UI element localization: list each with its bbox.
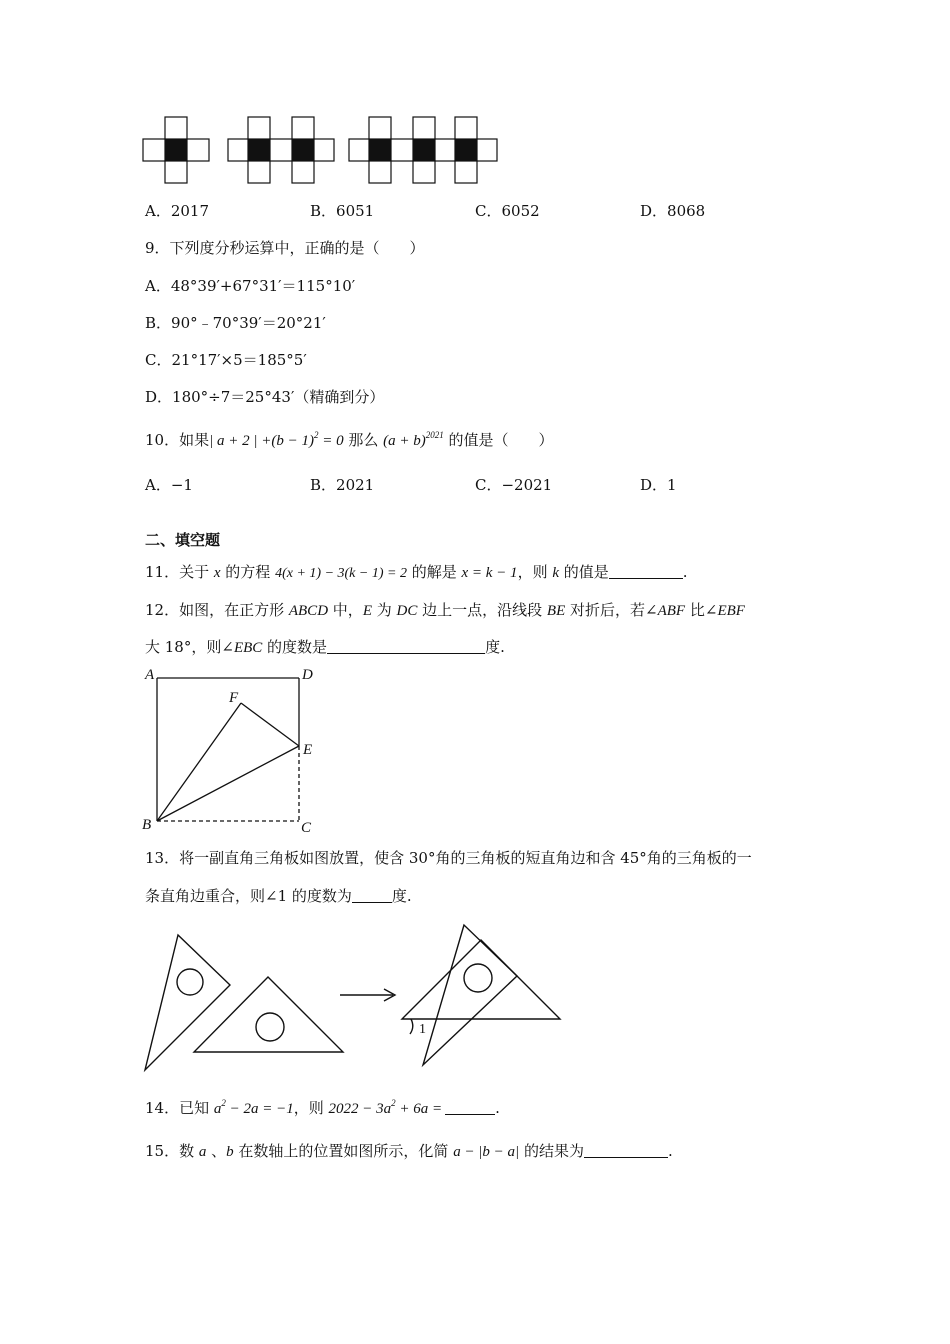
section-title: 二、填空题 [145, 531, 221, 549]
q9-option-d: D．180°÷7＝25°43′（精确到分） [145, 388, 385, 406]
q12-stem-line1: 12．如图，在正方形 ABCD 中，E 为 DC 边上一点，沿线段 BE 对折后，若∠ABF 比∠EBF [145, 601, 745, 619]
q13-answer-blank[interactable] [352, 888, 392, 903]
q9-stem: 9．下列度分秒运算中，正确的是（ ） [145, 239, 425, 257]
q10-stem: 10．如果| a + 2 | $+(b - 1)^2 = 0$ 那么 $(a + b)^{2021}$ 的值是（ ） [145, 430, 554, 449]
q9-option-a: A．48°39′+67°31′＝115°10′ [145, 277, 356, 295]
q8-option-b: B．6051 [310, 202, 375, 220]
q14-given-equation: $a^2 - 2a = -1$ [213, 1098, 294, 1117]
q12-label-a: A [145, 667, 155, 683]
q14-expression: $2022 - 3a^2 + 6a$ = [328, 1098, 443, 1117]
q11-equation: 4(x + 1) − 3(k − 1) = 2 [275, 566, 407, 581]
q15-expression: a − |b − a| [453, 1144, 520, 1160]
q15-stem: 15．数 a 、b 在数轴上的位置如图所示，化简 a − |b − a| 的结果为 . [145, 1142, 673, 1160]
q15-answer-blank[interactable] [584, 1143, 668, 1158]
q14-answer-blank[interactable] [445, 1100, 495, 1115]
q10-option-b: B．2021 [310, 476, 375, 494]
q10-option-a: A．−1 [145, 476, 193, 494]
q8-pattern-figure [0, 0, 950, 200]
q12-stem-line2: 大 18°，则∠EBC 的度数是 度. [145, 638, 505, 656]
q10-option-c: C．−2021 [475, 476, 553, 494]
q13-stem-line2: 条直角边重合，则∠1 的度数为 度. [145, 887, 412, 905]
q9-option-b: B．90°﹣70°39′＝20°21′ [145, 314, 326, 332]
q12-label-c: C [301, 820, 312, 836]
q11-stem: 11．关于 x 的方程 4(x + 1) − 3(k − 1) = 2 的解是 x = k − 1，则 k 的值是 . [145, 563, 688, 581]
q8-option-a: A．2017 [145, 202, 210, 220]
q8-option-c: C．6052 [475, 202, 540, 220]
q8-option-d: D．8068 [640, 202, 706, 220]
q13-angle-label: 1 [419, 1022, 426, 1037]
q10-equation-2: $(a + b)^{2021}$ [383, 430, 444, 449]
q14-stem: 14．已知 $a^2 - 2a = -1$，则 $2022 - 3a^2 + 6a$ = . [145, 1098, 500, 1117]
q9-option-c: C．21°17′×5＝185°5′ [145, 351, 307, 369]
q10-equation-1: | a + 2 | $+(b - 1)^2 = 0$ [209, 430, 344, 449]
q12-answer-blank[interactable] [327, 639, 485, 654]
q12-label-d: D [302, 667, 313, 683]
q12-label-f: F [229, 690, 239, 706]
q13-stem-line1: 13．将一副直角三角板如图放置，使含 30°角的三角板的短直角边和含 45°角的三角板的一 [145, 849, 752, 867]
q12-label-e: E [303, 742, 313, 758]
q11-solution: x = k − 1 [461, 565, 518, 581]
q12-label-b: B [142, 817, 152, 833]
q10-option-d: D．1 [640, 476, 677, 494]
q11-answer-blank[interactable] [609, 564, 683, 579]
